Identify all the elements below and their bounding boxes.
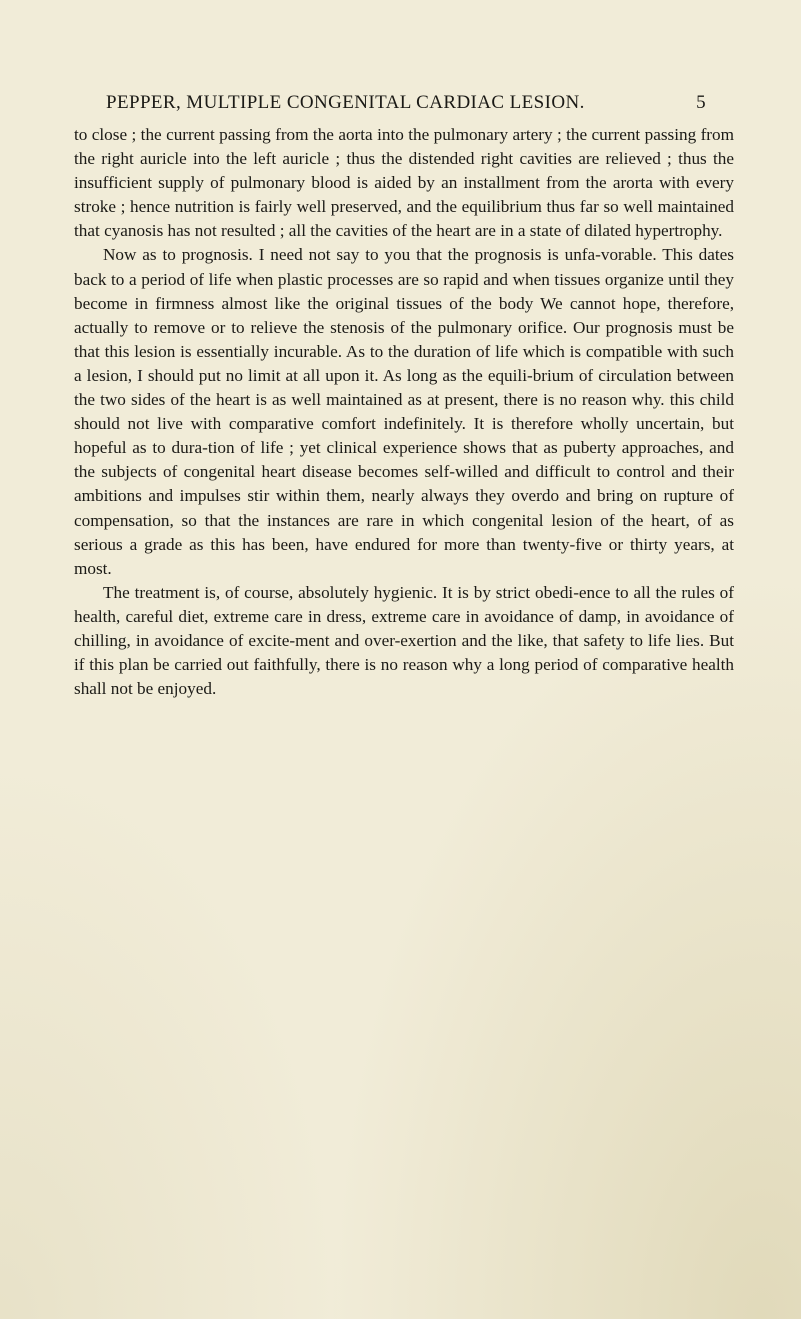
paragraph: to close ; the current passing from the aorta into the pulmonary artery ; the current passing from the right auricle into the left auricle ; thus the distended right cavities are relieved ; thus the insufficient supply of pulmonary blood is aided by an installment from the arorta with every stroke ; hence nutrition is fairly well preserved, and the equilibrium thus far so well maintained that cyanosis has not resulted ; all the cavities of the heart are in a state of dilated hypertrophy. — [74, 125, 734, 241]
paragraph: The treatment is, of course, absolutely hygienic. It is by strict obedi-ence to all the rules of health, careful diet, extreme care in dress, extreme care in avoidance of damp, in avoidance of chilling, in avoidance of excite-ment and over-exertion and the like, that safety to life lies. But if this plan be carried out faithfully, there is no reason why a long period of comparative health shall not be enjoyed. — [74, 582, 734, 699]
body-text — [74, 123, 734, 701]
paragraph: Now as to prognosis. I need not say to you that the prognosis is unfa-vorable. This dates back to a period of life when plastic processes are so rapid and when tissues organize until they become in firmness almost like the original tissues of the body We cannot hope, therefore, actually to remove or to relieve the stenosis of the pulmonary orifice. Our prognosis must be that this lesion is essentially incurable. As to the duration of life which is compatible with such a lesion, I should put no limit at all upon it. As long as the equili-brium of circulation between the two sides of the heart is as well maintained as at present, there is no reason why. this child should not live with comparative comfort indefinitely. It is therefore wholly uncertain, but hopeful as to dura-tion of life ; yet clinical experience shows that as puberty approaches, and the subjects of congenital heart disease becomes self-willed and difficult to control and their ambitions and impulses stir within them, nearly always they overdo and bring on rupture of compensation, so that the instances are rare in which congenital lesion of the heart, of as serious a grade as this has been, have endured for more than twenty-five or thirty years, at most. — [74, 245, 734, 578]
running-title: PEPPER, MULTIPLE CONGENITAL CARDIAC LESION. — [106, 92, 585, 113]
page-number: 5 — [696, 92, 706, 113]
running-head — [106, 92, 706, 118]
